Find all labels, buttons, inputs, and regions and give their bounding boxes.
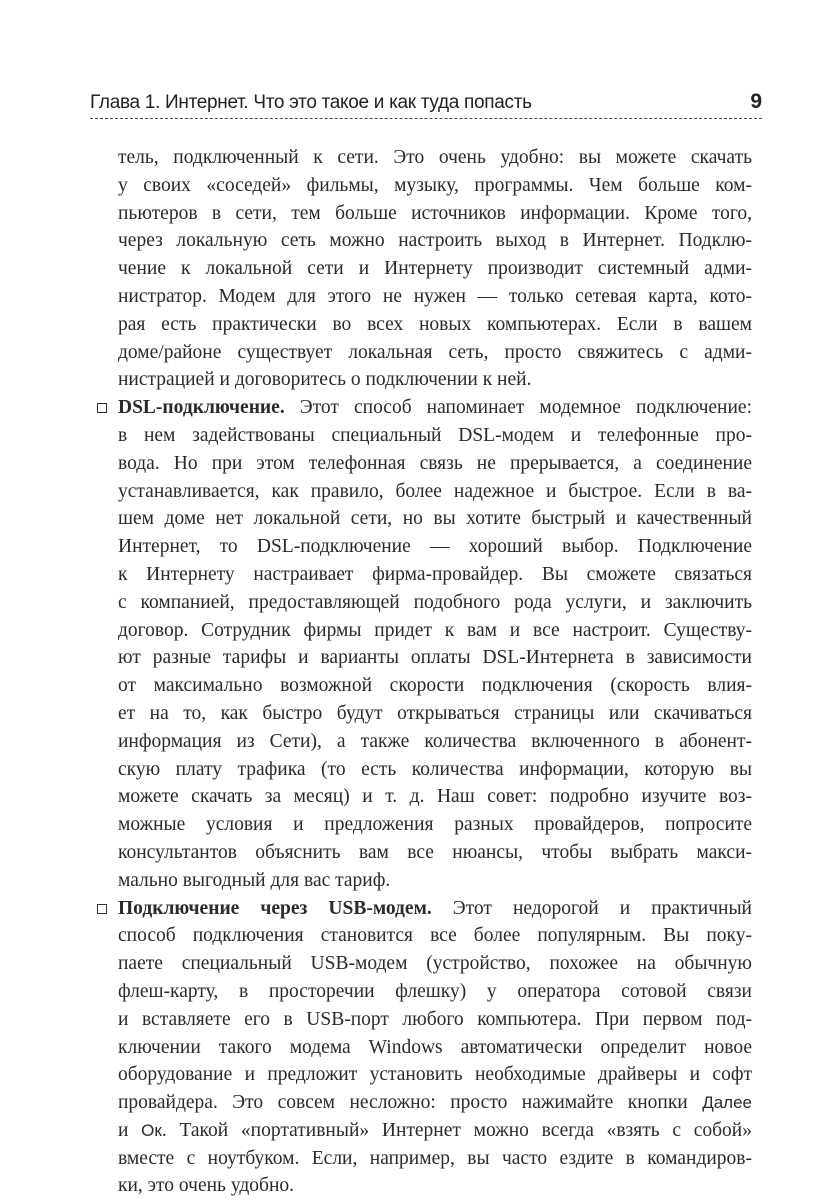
bulleted-paragraph (118, 394, 752, 894)
bulleted-paragraph (118, 895, 752, 1200)
text-line (118, 1089, 752, 1117)
text-line (118, 394, 752, 422)
text-line: у своих «соседей» фильмы, музыку, программы. Чем больше ком- (118, 174, 752, 196)
text-line: договор. Сотрудник фирмы придет к вам и все настроит. Существу- (118, 619, 752, 641)
text-line: ки, это очень удобно. (118, 1175, 295, 1197)
text-line: чение к локальной сети и Интернету производит системный адми- (118, 258, 752, 280)
text-line: нистрацией и договоритесь о подключении к ней. (118, 369, 532, 391)
bold-lead: DSL-подключение. (118, 397, 285, 419)
bold-lead: Подключение через USB-модем. (118, 897, 432, 919)
text-run: . Такой «портативный» Интернет можно всегда «взять с собой» (161, 1119, 752, 1141)
text-line: ют разные тарифы и варианты оплаты DSL-Интернета в зависимости (118, 647, 752, 669)
text-line: тель, подключенный к сети. Это очень удобно: вы можете скачать (118, 147, 752, 168)
page-body (118, 144, 752, 1200)
text-line: ет на то, как быстро будут открываться страницы или скачиваться (118, 702, 752, 724)
text-line: шем доме нет локальной сети, но вы хотите быстрый и качественный (118, 508, 752, 530)
text-line: в нем задействованы специальный DSL-модем и телефонные про- (118, 424, 752, 446)
paragraph (118, 144, 752, 394)
text-run: провайдера. Это совсем несложно: просто нажимайте кнопки (118, 1092, 703, 1114)
text-line: способ подключения становится все более популярным. Вы поку- (118, 925, 752, 947)
text-run: Этот способ напоминает модемное подключение: (284, 397, 752, 419)
text-run: Этот недорогой и практичный (431, 897, 752, 919)
text-line: вода. Но при этом телефонная связь не прерывается, а соединение (118, 452, 752, 474)
text-line: нистратор. Модем для этого не нужен — только сетевая карта, кото- (118, 285, 752, 307)
text-line: к Интернету настраивает фирма-провайдер. Вы сможете связаться (118, 563, 752, 585)
checkbox-bullet-icon (97, 904, 107, 914)
text-run: и (118, 1119, 142, 1141)
text-line: рая есть практически во всех новых компьютерах. Если в вашем (118, 313, 752, 335)
chapter-title: Глава 1. Интернет. Что это такое и как туда попасть (90, 92, 532, 113)
text-line: скую плату трафика (то есть количества информации, которую вы (118, 758, 752, 780)
text-line: от максимально возможной скорости подключения (скорость влия- (118, 675, 752, 697)
text-line: можете скачать за месяц) и т. д. Наш совет: подробно изучите воз- (118, 786, 752, 808)
text-line: устанавливается, как правило, более надежное и быстрое. Если в ва- (118, 480, 752, 502)
ui-term: Далее (702, 1093, 752, 1113)
text-line: оборудование и предложит установить необходимые драйверы и софт (118, 1064, 752, 1086)
page-number: 9 (750, 90, 762, 113)
text-line: и вставляете его в USB-порт любого компьютера. При первом под- (118, 1008, 752, 1030)
text-line: пьютеров в сети, тем больше источников информации. Кроме того, (118, 202, 752, 224)
text-line: флеш-карту, в просторечии флешку) у оператора сотовой связи (118, 980, 752, 1002)
text-line: вместе с ноутбуком. Если, например, вы часто ездите в командиров- (118, 1147, 752, 1169)
text-line (118, 1117, 752, 1145)
header-divider (90, 118, 762, 119)
text-line: с компанией, предоставляющей подобного рода услуги, и заключить (118, 591, 752, 613)
text-line: через локальную сеть можно настроить выход в Интернет. Подклю- (118, 230, 752, 252)
text-line: Интернет, то DSL-подключение — хороший выбор. Подключение (118, 536, 752, 558)
text-line: ключении такого модема Windows автоматически определит новое (118, 1036, 752, 1058)
checkbox-bullet-icon (97, 403, 107, 413)
text-line: консультантов объяснить вам все нюансы, чтобы выбрать макси- (118, 841, 752, 863)
text-line: мально выгодный для вас тариф. (118, 869, 391, 891)
text-line (118, 895, 752, 923)
text-line: можные условия и предложения разных провайдеров, попросите (118, 814, 752, 836)
ui-term: Ок (141, 1120, 162, 1140)
text-line: паете специальный USB-модем (устройство, похожее на обычную (118, 953, 752, 975)
running-header (90, 90, 762, 118)
text-line: информация из Сети), а также количества включенного в абонент- (118, 730, 752, 752)
text-line: доме/районе существует локальная сеть, просто свяжитесь с адми- (118, 341, 752, 363)
